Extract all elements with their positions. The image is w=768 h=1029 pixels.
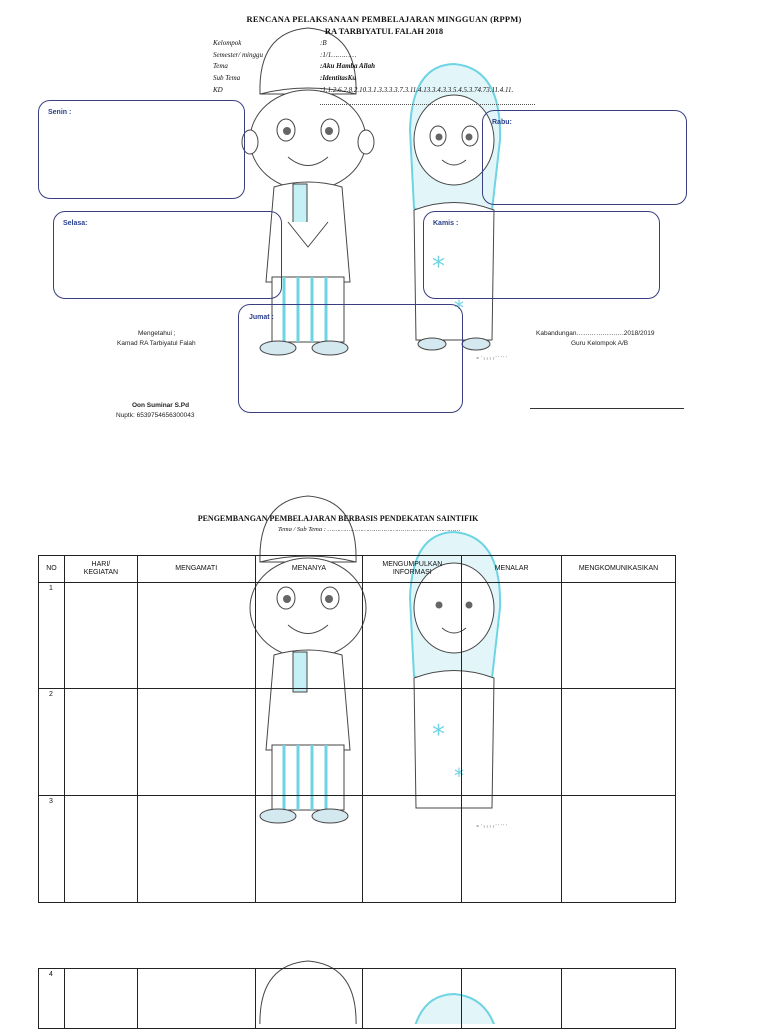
- table-cell[interactable]: [462, 969, 562, 1029]
- box-kamis[interactable]: [423, 211, 660, 299]
- page-title: RENCANA PELAKSANAAN PEMBELAJARAN MINGGUAN (RPPM): [246, 14, 522, 24]
- saintifik-table: [38, 555, 676, 903]
- table-row: [39, 583, 676, 689]
- svg-text:*: *: [454, 296, 464, 320]
- col-header-hari: HARI/ KEGIATAN: [64, 556, 137, 583]
- table-cell[interactable]: [255, 583, 363, 689]
- table-cell[interactable]: [363, 796, 462, 903]
- col-header-mengkomunikasikan: MENGKOMUNIKASIKAN: [562, 556, 676, 583]
- table-cell[interactable]: [363, 969, 462, 1029]
- col-header-mengamati: MENGAMATI: [137, 556, 255, 583]
- watermark-text: = ' ı ı ı ı ' ' ' ' ': [476, 824, 507, 830]
- col-header-mengumpulkan: MENGUMPULKAN INFORMASI: [363, 556, 462, 583]
- box-jumat[interactable]: [238, 304, 463, 413]
- label-selasa: Selasa:: [63, 220, 88, 227]
- info-label-kelompok: Kelompok: [213, 39, 242, 47]
- row-number: 1: [39, 583, 65, 689]
- kd-dotted-line: [320, 104, 535, 105]
- row-number: 3: [39, 796, 65, 903]
- table-cell[interactable]: [462, 689, 562, 796]
- sig-left-nuptk: Nuptk: 6539754656300043: [116, 412, 195, 419]
- info-label-tema: Tema: [213, 62, 228, 70]
- label-kamis: Kamis :: [433, 220, 459, 227]
- table-cell[interactable]: [562, 689, 676, 796]
- table-cell[interactable]: [255, 796, 363, 903]
- sig-left-line1: Mengetahui ;: [138, 330, 176, 337]
- table-cell[interactable]: [562, 796, 676, 903]
- row-number: 2: [39, 689, 65, 796]
- box-rabu[interactable]: [482, 110, 687, 205]
- info-value-kd: :1.1.2.6.2.8.2.10.3.1.3.3.3.3.7.3.11.4.13.3.4.3.3.5.4.5.3.74.73.11.4.11.: [320, 86, 514, 94]
- table-cell[interactable]: [137, 689, 255, 796]
- info-label-kd: KD: [213, 86, 223, 94]
- info-label-semester: Semester/ minggu: [213, 51, 263, 59]
- table-cell[interactable]: [64, 796, 137, 903]
- info-value-kelompok: :B: [320, 39, 327, 47]
- table-cell[interactable]: [255, 689, 363, 796]
- sig-left-line2: Kamad RA Tarbiyatul Falah: [117, 340, 196, 347]
- sig-right-line2: Guru Kelompok A/B: [571, 340, 629, 347]
- svg-text:*: *: [454, 764, 464, 788]
- table-cell[interactable]: [363, 583, 462, 689]
- info-label-subtema: Sub Tema: [213, 74, 241, 82]
- info-value-semester: :1/1…………: [320, 51, 357, 59]
- col-header-menalar: MENALAR: [462, 556, 562, 583]
- table-cell[interactable]: [562, 969, 676, 1029]
- col-header-no: NO: [39, 556, 65, 583]
- table-cell[interactable]: [562, 583, 676, 689]
- col-header-menanya: MENANYA: [255, 556, 363, 583]
- sig-right-line1: Kabandungan………………….2018/2019: [536, 330, 655, 337]
- sig-left-name: Oon Suminar S.Pd: [132, 402, 190, 409]
- label-rabu: Rabu:: [492, 119, 512, 126]
- school-name: RA TARBIYATUL FALAH 2018: [324, 26, 444, 36]
- label-jumat: Jumat :: [249, 314, 274, 321]
- table-cell[interactable]: [363, 689, 462, 796]
- box-senin[interactable]: [38, 100, 245, 199]
- table-row: [39, 969, 676, 1029]
- row-number: 4: [39, 969, 65, 1029]
- table-cell[interactable]: [255, 969, 363, 1029]
- table-row: [39, 689, 676, 796]
- label-senin: Senin :: [48, 109, 72, 116]
- svg-text:*: *: [432, 720, 445, 750]
- table-cell[interactable]: [462, 796, 562, 903]
- section2-subtitle: Tema / Sub Tema : ……………………………………………………………: [278, 526, 461, 533]
- table-cell[interactable]: [137, 583, 255, 689]
- box-selasa[interactable]: [53, 211, 282, 299]
- table-cell[interactable]: [64, 583, 137, 689]
- table-cell[interactable]: [462, 583, 562, 689]
- table-row: [39, 796, 676, 903]
- table-header-row: [39, 556, 676, 583]
- table-cell[interactable]: [64, 689, 137, 796]
- info-value-tema: :Aku Hamba Allah: [320, 62, 375, 70]
- table-cell[interactable]: [137, 969, 255, 1029]
- section2-title: PENGEMBANGAN PEMBELAJARAN BERBASIS PENDEKATAN SAINTIFIK: [197, 514, 479, 523]
- table-cell[interactable]: [64, 969, 137, 1029]
- saintifik-table-continued: [38, 968, 676, 1029]
- svg-text:*: *: [432, 252, 445, 282]
- info-value-subtema: :IdentitasKu: [320, 74, 357, 82]
- table-cell[interactable]: [137, 796, 255, 903]
- watermark-text: = ' ı ı ı ı ' ' ' ' ': [476, 356, 507, 362]
- sig-right-line: [530, 408, 684, 409]
